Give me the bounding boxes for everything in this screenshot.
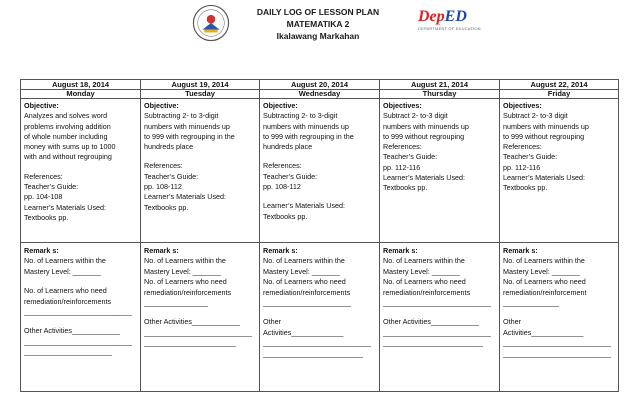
deped-logo-subtitle: DEPARTMENT OF EDUCATION xyxy=(418,26,481,31)
remarks-cell xyxy=(260,243,380,392)
objective-line: Textbooks pp. xyxy=(263,211,308,221)
deped-logo-text: DepED xyxy=(418,8,467,25)
objective-line: pp. 112-116 xyxy=(383,162,421,172)
blank-line xyxy=(503,308,616,317)
objective-line: numbers with minuends up xyxy=(144,121,230,131)
remark-line: ___________________________ xyxy=(263,338,371,348)
blank-line xyxy=(24,277,138,286)
remark-line: ___________________________ xyxy=(144,327,252,337)
remark-line: No. of Learners within the xyxy=(24,256,106,266)
objective-line: Learner’s Materials Used: xyxy=(383,173,466,183)
blank-line xyxy=(263,152,377,161)
objective-line: to 999 without regrouping xyxy=(503,131,585,141)
objective-cell xyxy=(21,99,141,243)
cell-heading: Objective: xyxy=(24,101,59,110)
objective-line: pp. 108-112 xyxy=(144,182,182,192)
remark-line: ________________ xyxy=(144,298,208,308)
day-header: Wednesday xyxy=(260,90,380,99)
remarks-cell xyxy=(380,243,500,392)
objective-line: to 999 without regrouping xyxy=(383,131,465,141)
objective-line: Teacher’s Guide: xyxy=(263,171,318,181)
day-header: Friday xyxy=(500,90,619,99)
remark-line: ___________________________ xyxy=(24,336,132,346)
objective-line: numbers with minuends up xyxy=(503,121,589,131)
deped-logo xyxy=(418,8,498,38)
lesson-plan-table xyxy=(20,79,619,392)
remark-line: Other Activities____________ xyxy=(144,317,240,327)
cell-heading: Objectives: xyxy=(503,101,542,110)
objectives-row xyxy=(21,99,619,243)
objective-line: Learner’s Materials Used: xyxy=(263,201,346,211)
day-header: Tuesday xyxy=(141,90,260,99)
objective-line: Subtract 2- to-3 digit xyxy=(383,111,448,121)
remarks-cell xyxy=(141,243,260,392)
remark-line: No. of Learners who need xyxy=(24,286,107,296)
cell-heading: Objectives: xyxy=(383,101,422,110)
title-line-1: DAILY LOG OF LESSON PLAN xyxy=(256,7,380,17)
remark-line: Mastery Level: _______ xyxy=(263,266,340,276)
objective-line: References: xyxy=(503,142,542,152)
objective-line: to 999 with regrouping in the xyxy=(263,131,354,141)
objective-line: Textbooks pp. xyxy=(144,202,189,212)
remark-line: No. of Learners within the xyxy=(503,256,585,266)
objective-line: Subtract 2- to-3 digit xyxy=(503,111,568,121)
remark-line: No. of Learners within the xyxy=(144,256,226,266)
remark-line: remediation/reinforcements xyxy=(24,296,112,306)
cell-heading: Remark s: xyxy=(383,246,418,255)
remark-line: ______________________ xyxy=(24,347,112,357)
objective-line: References: xyxy=(263,161,302,171)
remark-line: _________________________ xyxy=(383,338,483,348)
objective-line: numbers with minuends up xyxy=(383,121,469,131)
remark-line: Activities_____________ xyxy=(503,327,584,337)
remark-line: No. of Learners within the xyxy=(383,256,465,266)
deped-seal-icon xyxy=(192,4,230,42)
remark-line: remediation/reinforcements xyxy=(383,287,471,297)
remark-line: Other xyxy=(263,317,281,327)
objective-line: References: xyxy=(24,171,63,181)
blank-line xyxy=(144,308,257,317)
objective-line: Analyzes and solves word xyxy=(24,111,108,121)
objective-line: pp. 104-108 xyxy=(24,192,63,202)
date-header: August 18, 2014 xyxy=(21,80,141,90)
objective-cell xyxy=(380,99,500,243)
objective-cell xyxy=(260,99,380,243)
date-header: August 19, 2014 xyxy=(141,80,260,90)
remark-line: Other Activities____________ xyxy=(24,326,120,336)
objective-line: Textbooks pp. xyxy=(383,183,428,193)
objective-cell xyxy=(141,99,260,243)
objective-line: Teacher’s Guide: xyxy=(503,152,558,162)
objective-line: of whole number including xyxy=(24,131,108,141)
remark-line: ______________________ xyxy=(263,298,351,308)
cell-heading: Remark s: xyxy=(263,246,298,255)
objective-line: Teacher’s Guide: xyxy=(383,152,438,162)
remark-line: No. of Learners within the xyxy=(263,256,345,266)
remarks-row xyxy=(21,243,619,392)
remark-line: ___________________________ xyxy=(383,298,491,308)
blank-line xyxy=(263,192,377,201)
date-header-row xyxy=(21,80,619,90)
title-line-2: MATEMATIKA 2 xyxy=(286,19,350,29)
remark-line: _______________________ xyxy=(144,338,236,348)
blank-line xyxy=(144,152,257,161)
objective-line: Teacher’s Guide: xyxy=(24,182,79,192)
remark-line: Other xyxy=(503,317,521,327)
document-title xyxy=(232,6,404,42)
remark-line: Mastery Level: _______ xyxy=(503,266,580,276)
objective-line: hundreds place xyxy=(263,142,313,152)
objective-line: References: xyxy=(383,142,422,152)
title-line-3: Ikalawang Markahan xyxy=(276,31,360,41)
cell-heading: Objective: xyxy=(144,101,179,110)
remarks-cell xyxy=(500,243,619,392)
remark-line: remediation/reinforcement xyxy=(503,287,587,297)
remark-line: Mastery Level: _______ xyxy=(24,266,101,276)
remark-line: Activities_____________ xyxy=(263,327,344,337)
remark-line: No. of Learners who need xyxy=(263,277,346,287)
remark-line: ______________ xyxy=(503,298,559,308)
objective-line: pp. 112-116 xyxy=(503,162,541,172)
cell-heading: Remark s: xyxy=(24,246,59,255)
remarks-cell xyxy=(21,243,141,392)
date-header: August 20, 2014 xyxy=(260,80,380,90)
day-header-row xyxy=(21,90,619,99)
remark-line: _________________________ xyxy=(263,348,363,358)
day-header: Monday xyxy=(21,90,141,99)
blank-line xyxy=(24,317,138,326)
day-header: Thursday xyxy=(380,90,500,99)
objective-line: hundreds place xyxy=(144,142,194,152)
objective-line: Learner’s Materials Used: xyxy=(144,192,227,202)
remark-line: Mastery Level: _______ xyxy=(383,266,460,276)
objective-line: Subtracting 2- to 3-digit xyxy=(144,111,219,121)
objective-line: money with sums up to 1000 xyxy=(24,142,116,152)
objective-line: Textbooks pp. xyxy=(503,183,548,193)
objective-line: to 999 with regrouping in the xyxy=(144,131,235,141)
objective-cell xyxy=(500,99,619,243)
remark-line: ___________________________ xyxy=(24,307,132,317)
objective-line: Learner’s Materials Used: xyxy=(503,173,586,183)
remark-line: ___________________________ xyxy=(503,348,611,358)
page-header xyxy=(0,0,638,70)
cell-heading: Remark s: xyxy=(503,246,538,255)
objective-line: problems involving addition xyxy=(24,121,111,131)
remark-line: Mastery Level: _______ xyxy=(144,266,221,276)
remark-line: Other Activities____________ xyxy=(383,317,479,327)
date-header: August 22, 2014 xyxy=(500,80,619,90)
remark-line: ___________________________ xyxy=(503,338,611,348)
objective-line: Subtracting 2- to 3-digit xyxy=(263,111,338,121)
blank-line xyxy=(24,163,138,172)
remark-line: remediation/reinforcements xyxy=(144,287,232,297)
blank-line xyxy=(263,308,377,317)
cell-heading: Remark s: xyxy=(144,246,179,255)
remark-line: No. of Learners who need xyxy=(144,277,227,287)
objective-line: References: xyxy=(144,161,183,171)
objective-line: Learner’s Materials Used: xyxy=(24,202,107,212)
date-header: August 21, 2014 xyxy=(380,80,500,90)
remark-line: No. of Learners who need xyxy=(503,277,586,287)
objective-line: numbers with minuends up xyxy=(263,121,349,131)
remark-line: remediation/reinforcements xyxy=(263,287,351,297)
cell-heading: Objective: xyxy=(263,101,298,110)
objective-line: pp. 108-112 xyxy=(263,182,301,192)
remark-line: ___________________________ xyxy=(383,327,491,337)
objective-line: with and without regrouping xyxy=(24,152,112,162)
objective-line: Teacher’s Guide: xyxy=(144,171,199,181)
remark-line: No. of Learners who need xyxy=(383,277,466,287)
objective-line: Textbooks pp. xyxy=(24,212,69,222)
blank-line xyxy=(383,308,497,317)
